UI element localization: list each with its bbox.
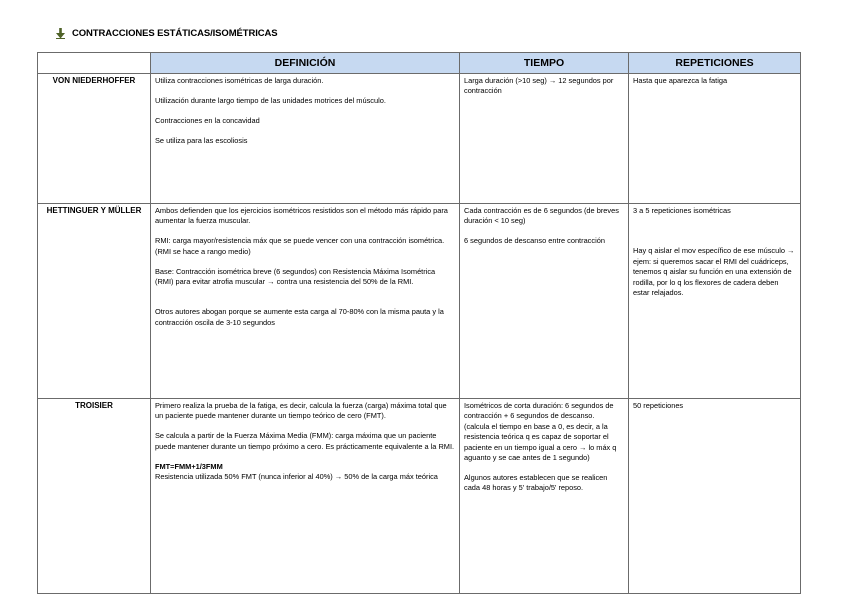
definicion-text: Resistencia utilizada 50% FMT (nunca inferior al 40%) → 50% de la carga máx teórica xyxy=(155,472,438,482)
repeticiones-text: Hasta que aparezca la fatiga xyxy=(633,76,728,85)
tiempo-text: 6 segundos de descanso entre contracción xyxy=(464,236,605,246)
definicion-text: Se calcula a partir de la Fuerza Máxima Media (FMM): carga máxima que un paciente puede mantener durante un tiempo próximo a cero. Es prácticamente equivalente a la RMI. xyxy=(155,431,455,451)
definicion-text: Se utiliza para las escoliosis xyxy=(155,135,248,145)
header-repeticiones: REPETICIONES xyxy=(629,53,801,74)
repeticiones-cell xyxy=(629,399,801,594)
definicion-text: Ambos defienden que los ejercicios isométricos resistidos son el método más rápido para aumentar la fuerza muscular. xyxy=(155,206,448,226)
tiempo-text: Larga duración (>10 seg) → 12 segundos por contracción xyxy=(464,76,614,96)
section-heading xyxy=(56,28,278,39)
row-name: TROISIER xyxy=(38,399,151,594)
repeticiones-cell xyxy=(629,204,801,399)
tiempo-cell xyxy=(460,399,629,594)
table-row xyxy=(38,399,801,594)
definicion-text: Base: Contracción isométrica breve (6 segundos) con Resistencia Máxima Isométrica (RMI) para evitar atrofia muscular → contra una resistencia del 50% de la RMI. xyxy=(155,266,436,287)
header-blank-cell xyxy=(38,53,151,74)
table-row xyxy=(38,74,801,204)
definicion-cell xyxy=(151,399,460,594)
repeticiones-cell xyxy=(629,74,801,204)
tiempo-cell xyxy=(460,204,629,399)
definicion-text: Utiliza contracciones isométricas de larga duración. xyxy=(155,76,324,85)
arrow-down-icon xyxy=(56,28,65,39)
definicion-cell xyxy=(151,204,460,399)
table-row xyxy=(38,204,801,399)
repeticiones-text: Hay q aislar el mov específico de ese músculo → ejem: si queremos sacar el RMI del cuádriceps, tenemos q aislar su función en una extensión de rodilla, por lo q los flexores de cadera deben estar relajados. xyxy=(633,246,795,298)
definicion-text: Otros autores abogan porque se aumente esta carga al 70-80% con la misma pauta y la contracción oscila de 3-10 segundos xyxy=(155,307,444,327)
definicion-text: Primero realiza la prueba de la fatiga, es decir, calcula la fuerza (carga) máxima total que un paciente puede mantener durante un tiempo teórico de cero (FMT). xyxy=(155,401,447,421)
tiempo-cell xyxy=(460,74,629,204)
definicion-text: Contracciones en la concavidad xyxy=(155,115,260,125)
definicion-cell xyxy=(151,74,460,204)
repeticiones-text: 50 repeticiones xyxy=(633,401,684,410)
repeticiones-text: 3 a 5 repeticiones isométricas xyxy=(633,206,731,215)
row-name: HETTINGUER Y MÜLLER xyxy=(38,204,151,399)
row-name: VON NIEDERHOFFER xyxy=(38,74,151,204)
definicion-text: Utilización durante largo tiempo de las unidades motrices del músculo. xyxy=(155,95,386,105)
tiempo-text: Isométricos de corta duración: 6 segundos de contracción + 6 segundos de descanso. (calcula el tiempo en base a 0, es decir, a la resistencia teórica q es capaz de soportar el paciente en un tiempo igual a cero → lo máx q aguanto y se cae antes de 1 segundo) xyxy=(464,401,617,463)
definicion-text: RMI: carga mayor/resistencia máx que se puede vencer con una contracción isométrica. (RMI se hace a rango medio) xyxy=(155,236,445,256)
contracciones-table xyxy=(37,52,801,594)
formula-text: FMT=FMM+1/3FMM xyxy=(155,461,223,471)
section-title: CONTRACCIONES ESTÁTICAS/ISOMÉTRICAS xyxy=(72,28,278,39)
table-header-row xyxy=(38,53,801,74)
tiempo-text: Cada contracción es de 6 segundos (de breves duración < 10 seg) xyxy=(464,206,619,226)
header-tiempo: TIEMPO xyxy=(460,53,629,74)
header-definicion: DEFINICIÓN xyxy=(151,53,460,74)
tiempo-text: Algunos autores establecen que se realicen cada 48 horas y 5' trabajo/5' reposo. xyxy=(464,472,608,493)
